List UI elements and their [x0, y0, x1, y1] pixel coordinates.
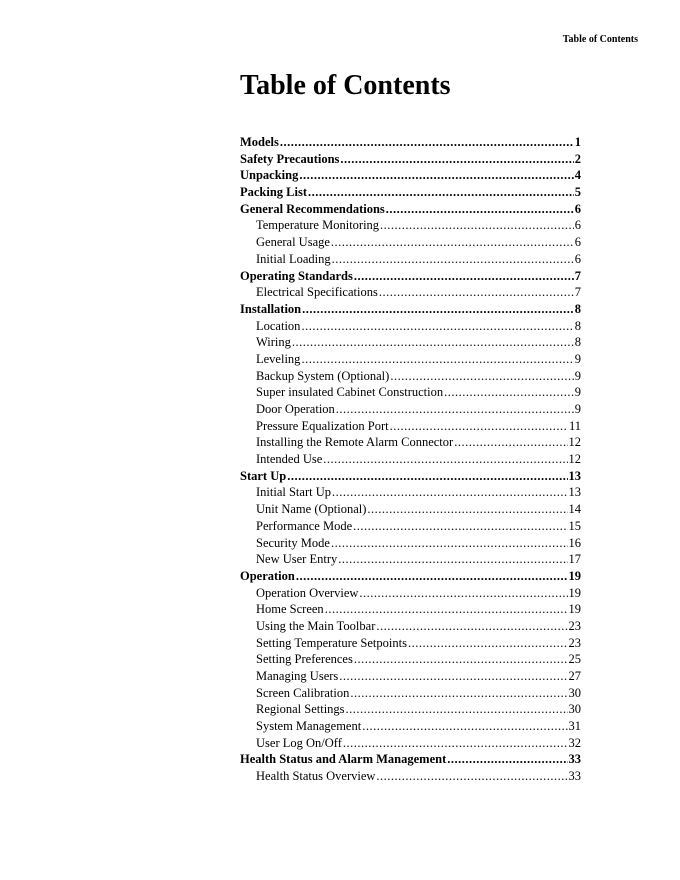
toc-dot-leader: [454, 434, 567, 451]
toc-dot-leader: [292, 334, 574, 351]
toc-subsection-entry[interactable]: [240, 718, 581, 735]
toc-entry-label: Operation: [240, 568, 295, 583]
toc-dot-leader: [287, 468, 567, 485]
toc-dot-leader: [367, 501, 567, 518]
toc-entry-label: Security Mode: [256, 535, 330, 550]
toc-subsection-entry[interactable]: [240, 217, 581, 234]
table-of-contents: [240, 134, 581, 785]
toc-section-entry[interactable]: [240, 468, 581, 485]
page-title: Table of Contents: [240, 70, 451, 101]
toc-entry-page-number: 13: [568, 485, 581, 500]
toc-subsection-entry[interactable]: [240, 585, 581, 602]
toc-subsection-entry[interactable]: [240, 501, 581, 518]
toc-dot-leader: [408, 635, 568, 652]
toc-entry-page-number: 32: [568, 735, 581, 750]
toc-entry-label: Location: [256, 318, 301, 333]
toc-dot-leader: [354, 268, 574, 285]
toc-entry-page-number: 7: [574, 285, 581, 300]
toc-subsection-entry[interactable]: [240, 451, 581, 468]
toc-section-entry[interactable]: [240, 151, 581, 168]
toc-entry-label: System Management: [256, 719, 362, 734]
toc-subsection-entry[interactable]: [240, 601, 581, 618]
toc-subsection-entry[interactable]: [240, 735, 581, 752]
toc-dot-leader: [332, 484, 568, 501]
toc-entry-label: Operating Standards: [240, 268, 353, 283]
toc-entry-page-number: 2: [574, 151, 581, 166]
toc-dot-leader: [353, 518, 567, 535]
toc-entry-page-number: 4: [574, 168, 581, 183]
toc-entry-label: Initial Start Up: [256, 485, 331, 500]
toc-entry-page-number: 5: [574, 185, 581, 200]
toc-entry-page-number: 23: [568, 635, 581, 650]
toc-dot-leader: [336, 401, 574, 418]
toc-dot-leader: [379, 284, 574, 301]
toc-entry-page-number: 19: [568, 602, 581, 617]
toc-subsection-entry[interactable]: [240, 768, 581, 785]
toc-dot-leader: [301, 351, 573, 368]
toc-dot-leader: [380, 217, 574, 234]
toc-entry-page-number: 25: [568, 652, 581, 667]
toc-entry-label: Models: [240, 135, 279, 149]
toc-section-entry[interactable]: [240, 301, 581, 318]
toc-dot-leader: [376, 768, 567, 785]
toc-dot-leader: [444, 384, 574, 401]
toc-entry-page-number: 12: [568, 452, 581, 467]
toc-subsection-entry[interactable]: [240, 251, 581, 268]
toc-entry-label: Operation Overview: [256, 585, 359, 600]
toc-entry-page-number: 31: [568, 719, 581, 734]
toc-entry-label: Unit Name (Optional): [256, 502, 367, 517]
toc-dot-leader: [338, 551, 567, 568]
toc-subsection-entry[interactable]: [240, 685, 581, 702]
toc-entry-page-number: 8: [574, 335, 581, 350]
toc-entry-page-number: 19: [568, 585, 581, 600]
toc-entry-label: Setting Preferences: [256, 652, 353, 667]
toc-entry-page-number: 7: [574, 268, 581, 283]
toc-dot-leader: [280, 134, 574, 151]
toc-subsection-entry[interactable]: [240, 518, 581, 535]
toc-entry-page-number: 11: [568, 418, 581, 433]
toc-subsection-entry[interactable]: [240, 535, 581, 552]
toc-entry-page-number: 14: [568, 502, 581, 517]
toc-entry-label: Safety Precautions: [240, 151, 340, 166]
toc-entry-page-number: 27: [568, 669, 581, 683]
toc-entry-page-number: 16: [568, 535, 581, 550]
toc-dot-leader: [340, 151, 573, 168]
toc-dot-leader: [331, 234, 574, 251]
toc-entry-page-number: 8: [574, 301, 581, 316]
toc-entry-page-number: 19: [568, 568, 581, 583]
toc-entry-label: Temperature Monitoring: [256, 218, 380, 233]
toc-entry-page-number: 1: [574, 135, 581, 149]
toc-section-entry[interactable]: [240, 268, 581, 285]
toc-subsection-entry[interactable]: [240, 668, 581, 685]
toc-entry-page-number: 12: [568, 435, 581, 450]
toc-entry-label: Electrical Specifications: [256, 285, 378, 300]
toc-dot-leader: [323, 451, 567, 468]
toc-subsection-entry[interactable]: [240, 401, 581, 418]
toc-subsection-entry[interactable]: [240, 651, 581, 668]
toc-entry-label: Screen Calibration: [256, 685, 350, 700]
toc-entry-label: Initial Loading: [256, 251, 331, 266]
toc-entry-page-number: 30: [568, 702, 581, 717]
toc-dot-leader: [350, 685, 567, 702]
toc-entry-page-number: 6: [574, 218, 581, 233]
toc-entry-page-number: 33: [568, 752, 581, 767]
toc-dot-leader: [362, 718, 567, 735]
toc-section-entry[interactable]: [240, 568, 581, 585]
toc-entry-label: Health Status and Alarm Management: [240, 752, 447, 767]
toc-subsection-entry[interactable]: [240, 318, 581, 335]
toc-entry-label: Pressure Equalization Port: [256, 418, 389, 433]
toc-subsection-entry[interactable]: [240, 384, 581, 401]
toc-entry-page-number: 6: [574, 201, 581, 216]
toc-dot-leader: [308, 184, 574, 201]
toc-dot-leader: [447, 751, 567, 768]
toc-entry-label: General Usage: [256, 235, 330, 250]
toc-entry-label: New User Entry: [256, 552, 338, 567]
toc-entry-page-number: 8: [574, 318, 581, 333]
toc-entry-page-number: 9: [574, 368, 581, 383]
toc-dot-leader: [386, 201, 574, 218]
toc-dot-leader: [331, 535, 568, 552]
toc-entry-page-number: 15: [568, 518, 581, 533]
toc-dot-leader: [325, 601, 568, 618]
toc-entry-page-number: 6: [574, 251, 581, 266]
toc-entry-page-number: 13: [568, 468, 581, 483]
toc-entry-label: Unpacking: [240, 168, 299, 183]
toc-entry-page-number: 30: [568, 685, 581, 700]
toc-section-entry[interactable]: [240, 751, 581, 768]
toc-dot-leader: [346, 701, 568, 718]
toc-entry-label: Intended Use: [256, 452, 323, 467]
toc-entry-label: Using the Main Toolbar: [256, 618, 376, 633]
toc-subsection-entry[interactable]: [240, 418, 581, 435]
toc-dot-leader: [301, 318, 573, 335]
toc-section-entry[interactable]: [240, 134, 581, 151]
toc-dot-leader: [354, 651, 568, 668]
toc-subsection-entry[interactable]: [240, 635, 581, 652]
toc-subsection-entry[interactable]: [240, 701, 581, 718]
toc-subsection-entry[interactable]: [240, 618, 581, 635]
toc-entry-page-number: 9: [574, 351, 581, 366]
toc-dot-leader: [376, 618, 567, 635]
toc-section-entry[interactable]: [240, 184, 581, 201]
toc-entry-label: Wiring: [256, 335, 291, 350]
toc-subsection-entry[interactable]: [240, 351, 581, 368]
toc-section-entry[interactable]: [240, 167, 581, 184]
toc-entry-label: Setting Temperature Setpoints: [256, 635, 407, 650]
toc-entry-label: Installing the Remote Alarm Connector: [256, 435, 454, 450]
toc-entry-label: Installation: [240, 301, 302, 316]
toc-subsection-entry[interactable]: [240, 334, 581, 351]
toc-dot-leader: [332, 251, 574, 268]
toc-entry-page-number: 17: [568, 552, 581, 567]
toc-dot-leader: [343, 735, 568, 752]
toc-entry-label: Door Operation: [256, 402, 335, 416]
toc-subsection-entry[interactable]: [240, 284, 581, 301]
toc-subsection-entry[interactable]: [240, 434, 581, 451]
toc-entry-label: Leveling: [256, 351, 301, 366]
toc-dot-leader: [339, 668, 567, 685]
toc-dot-leader: [390, 368, 573, 385]
running-header: Table of Contents: [562, 34, 638, 45]
toc-section-entry[interactable]: [240, 201, 581, 218]
toc-entry-page-number: 9: [574, 402, 581, 416]
toc-subsection-entry[interactable]: [240, 484, 581, 501]
toc-dot-leader: [299, 167, 573, 184]
toc-entry-label: Backup System (Optional): [256, 368, 390, 383]
toc-entry-label: Home Screen: [256, 602, 324, 617]
toc-dot-leader: [359, 585, 567, 602]
toc-dot-leader: [302, 301, 574, 318]
toc-entry-label: Managing Users: [256, 669, 339, 683]
toc-dot-leader: [296, 568, 568, 585]
toc-entry-label: Packing List: [240, 185, 308, 200]
toc-subsection-entry[interactable]: [240, 234, 581, 251]
toc-entry-page-number: 33: [568, 769, 581, 784]
toc-entry-label: Start Up: [240, 468, 287, 483]
toc-entry-page-number: 23: [568, 618, 581, 633]
toc-entry-label: Health Status Overview: [256, 769, 376, 784]
toc-entry-label: User Log On/Off: [256, 735, 342, 750]
toc-subsection-entry[interactable]: [240, 551, 581, 568]
toc-subsection-entry[interactable]: [240, 368, 581, 385]
toc-entry-label: Performance Mode: [256, 518, 353, 533]
toc-entry-label: General Recommendations: [240, 201, 385, 216]
toc-entry-page-number: 9: [574, 385, 581, 400]
toc-dot-leader: [390, 418, 568, 435]
toc-entry-label: Super insulated Cabinet Construction: [256, 385, 444, 400]
toc-entry-page-number: 6: [574, 235, 581, 250]
toc-entry-label: Regional Settings: [256, 702, 345, 717]
